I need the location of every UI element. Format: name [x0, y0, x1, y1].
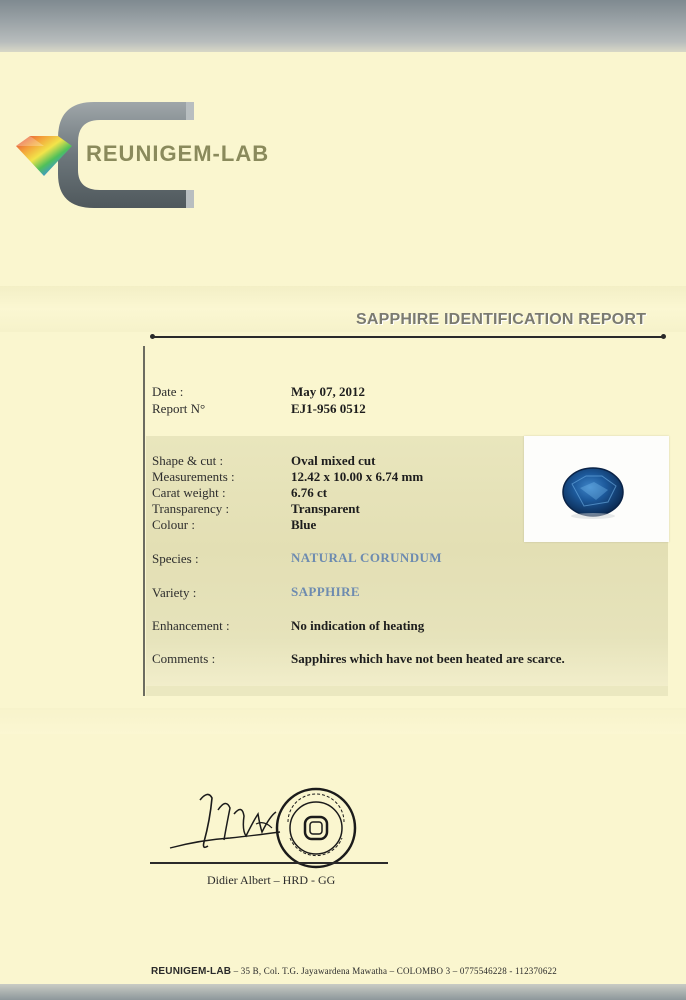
date-label: Date :: [152, 384, 184, 399]
footer-address: [151, 966, 557, 977]
enhancement-value: No indication of heating: [291, 618, 425, 633]
signatory-name: Didier Albert – HRD - GG: [207, 873, 336, 887]
gemmologue-stamp: [274, 786, 358, 870]
transparency-label: Transparency :: [152, 501, 230, 516]
transparency-value: Transparent: [291, 501, 360, 516]
comments-label: Comments :: [152, 651, 216, 666]
variety-label: Variety :: [152, 585, 197, 600]
shape-cut-label: Shape & cut :: [152, 453, 224, 468]
logo-wordmark: REUNIGEM-LAB: [86, 141, 270, 166]
carat-weight-value: 6.76 ct: [291, 485, 328, 500]
report-number-value: EJ1-956 0512: [291, 401, 366, 416]
footer-address-text: – 35 B, Col. T.G. Jayawardena Mawatha – COLOMBO 3 – 0775546228 - 112370622: [231, 966, 557, 976]
report-title: SAPPHIRE IDENTIFICATION REPORT: [356, 311, 647, 328]
measurements-value: 12.42 x 10.00 x 6.74 mm: [291, 469, 424, 484]
species-value: NATURAL CORUNDUM: [291, 550, 442, 565]
footer-brand: REUNIGEM-LAB: [151, 966, 232, 977]
top-band: [0, 0, 686, 52]
fold-line-lower: [0, 708, 686, 734]
left-rule: [143, 346, 145, 696]
carat-weight-label: Carat weight :: [152, 485, 226, 500]
signature-line: [150, 862, 388, 864]
details-panel-bottom: [146, 686, 668, 696]
comments-value: Sapphires which have not been heated are scarce.: [291, 651, 565, 666]
sapphire-gem-icon: [524, 436, 669, 542]
measurements-label: Measurements :: [152, 469, 235, 484]
gemstone-photo: [524, 436, 669, 542]
date-value: May 07, 2012: [291, 384, 366, 399]
report-number-label: Report N°: [152, 401, 206, 416]
colour-label: Colour :: [152, 517, 195, 532]
colour-value: Blue: [291, 517, 317, 532]
bottom-band: [0, 984, 686, 1000]
enhancement-label: Enhancement :: [152, 618, 230, 633]
shape-cut-value: Oval mixed cut: [291, 453, 376, 468]
title-divider: [152, 336, 664, 338]
variety-value: SAPPHIRE: [291, 584, 360, 599]
species-label: Species :: [152, 551, 199, 566]
